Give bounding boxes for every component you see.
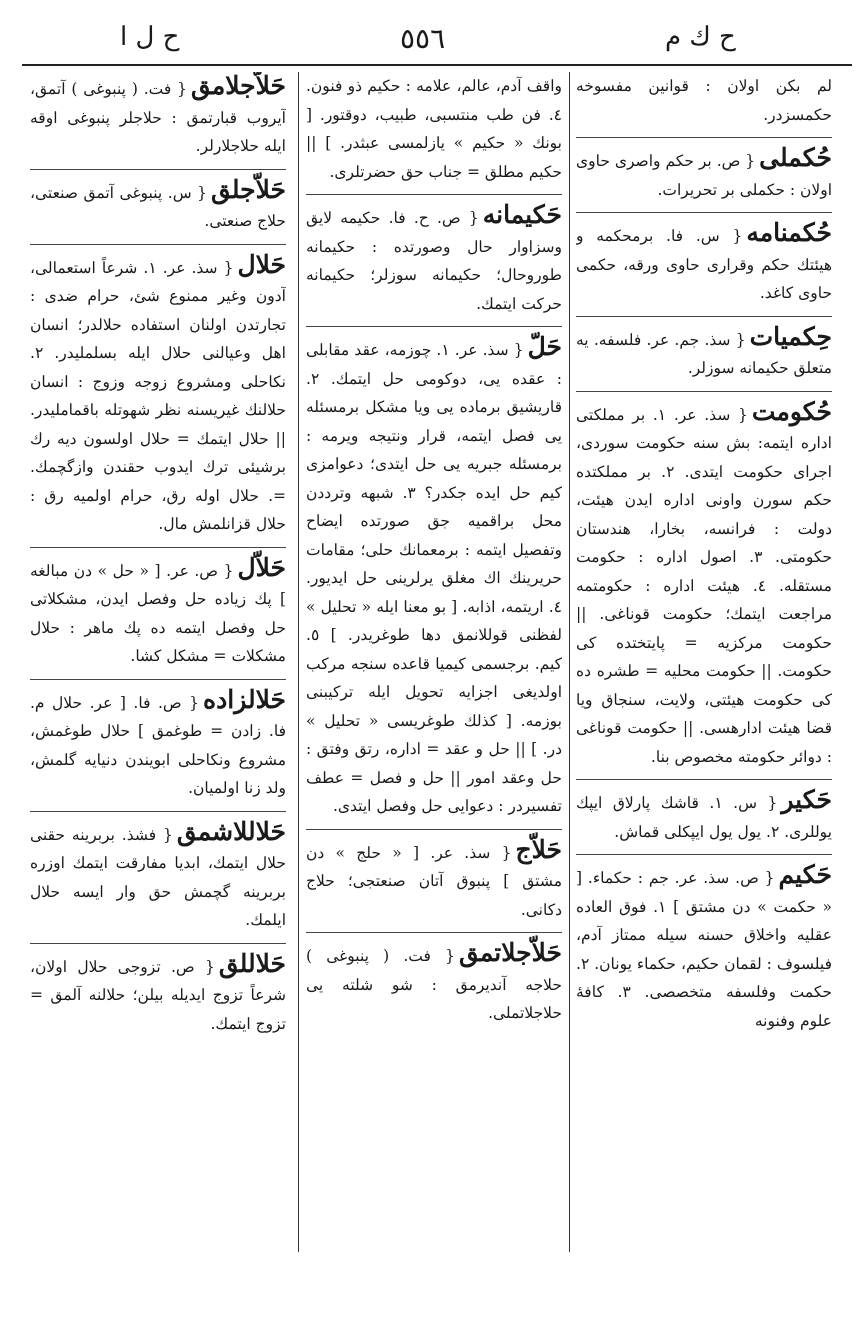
dictionary-entry [576,144,832,204]
entry-headword: حَكيمانه [482,200,562,229]
entry-definition: { فت. ( پنبوغى ) حلاجه آنديرمق : شو شلته يى حلاجلاتملى. [306,947,562,1022]
entry-definition: واقف آدم، عالم، علامه : حكيم ذو فنون. ٤. فن طب منتسبى، طبيب، دوقتور. [ بونك « حكيم » يازلمسى عبثدر. ] || حكيم مطلق = جناب حق حضرتلرى. [306,77,562,181]
entry-headword: حَلاّجلاتمق [458,938,562,967]
entry-separator [30,547,286,548]
entry-headword: حَكيم [778,860,832,889]
dictionary-entry [30,72,286,161]
entry-separator [576,212,832,213]
entry-headword: حُكمنامه [746,218,832,247]
entry-definition: { ص. سذ. عر. جم : حكماء. [ « حكمت » دن مشتق ] ١. فوق العاده عقليه واخلاق حسنه سيله ممتاز آدم، فيلسوف : لقمان حكيم، حكماء يونان. ٢. حكمت وفلسفه متخصصى. ٣. كافهٔ علوم وفنونه [576,869,832,1030]
entry-definition: { سذ. عر. ١. چوزمه، عقد مقابلى : عقده يى، دوكومى حل ايتمك. ٢. قاريشيق برماده يى ويا مشكل برمسئله يى فصل ايتمه، قرار ونتيجه ويرمه : برمسئله جبريه يى حل ايتدى؛ دعوامزى كيم حل ايده جكدر؟ ٣. شبهه وترددن محل براقميه جق صورتده ايضاح وتفصيل ايتمه : برمعمانك حلى؛ مقامات حريرينك اك مغلق يرلرينى حل ايديور. ٤. اريتمه، اذابه. [ بو معنا ايله « تحليل » لفظنى قوللانمق دها طوغريدر. ] ٥. كيم. برجسمى كيميا قاعده سنجه مركب اولديغى اجزايه تحويل ايله تركيبنى بوزمه. [ كذلك طوغريسى « تحليل » در. ] || حل و عقد = اداره، رتق وفتق : حل وعقد امور || حل و فصل = عطف تفسيردر : دعوايى حل وفصل ايتدى. [306,341,562,815]
entry-separator [30,679,286,680]
entry-separator [306,194,562,195]
dictionary-entry [576,861,832,1035]
entry-headword: حُكومت [751,396,832,426]
entry-separator [30,244,286,245]
header-right-catchword: ح ك م [665,22,736,52]
header-left-catchword: ح ل ا [120,22,180,52]
entry-separator [30,943,286,944]
entry-separator [576,779,832,780]
column-middle [306,72,562,1252]
entry-headword: حَلاّج [515,834,562,864]
entry-headword: حُكملى [759,143,832,172]
dictionary-entry [306,72,562,186]
entry-definition: { سذ. جم. عر. فلسفه. يه متعلق حكيمانه سوزلر. [576,330,832,377]
entry-definition: { ص. عر. [ « حل » دن مبالغه ] پك زياده حل وفصل ايدن، مشكلاتى حل وفصل ايتمه ده پك ماهر : حلال مشكلات = مشكل كشا. [30,561,286,665]
dictionary-entry [576,323,832,383]
entry-separator [576,137,832,138]
entry-definition: { ص. ح. فا. حكيمه لايق وسزاوار حال وصورتده : حكيمانه طوروحال؛ حكيمانه سوزلر؛ حكيمانه حركت ايتمك. [306,209,562,313]
entry-definition: { س. فا. برمحكمه و هيئتك حكم وقرارى حاوى ورقه، حكمى حاوى كاغد. [576,227,832,302]
dictionary-entry [30,176,286,236]
dictionary-entry [30,818,286,935]
column-right [576,72,832,1252]
page-header [0,22,864,62]
dictionary-entry [30,251,286,539]
entry-headword: حَلاّجلق [211,174,286,204]
entry-headword: حَكير [781,785,832,814]
dictionary-entry [306,939,562,1028]
entry-headword: حَلاّجلامق [191,72,286,100]
dictionary-entry [576,786,832,846]
entry-separator [576,391,832,392]
entry-separator [306,932,562,933]
entry-headword: حَلاّل [237,552,286,582]
entry-definition: { ص. بر حكم واصرى حاوى اولان : حكملى بر تحريرات. [576,152,832,199]
column-left [30,72,286,1252]
column-divider-right [569,72,570,1252]
entry-definition: { سذ. عر. ١. بر مملكتى اداره ايتمه: بش سنه حكومت سوردى، اجراى حكومت ايتدى. ٢. بر مملكتده حكم سورن واونى اداره ايدن هيئت، دولت : فرانسه، بخارا، هندستان حكومتى. ٣. اصول اداره : حكومت مستقله. ٤. هيئت اداره : حكومتمه مراجعت ايتمك؛ حكومت قوناغى. || حكومت مركزيه = پايتختده كى حكومت. || حكومت محليه = طشره ده كى حكومت هيئتى، ولايت، سنجاق ويا قضا هيئت ادارهسى. || حكومت قوناغى : دوائر حكومته مخصوص بنا. [576,405,832,766]
dictionary-entry [576,72,832,129]
entry-definition: { س. پنبوغى آتمق صنعتى، حلاج صنعتى. [30,183,286,230]
entry-definition: { ص. تزوجى حلال اولان، شرعاً تزوج ايديله بيلن؛ حلالنه آلمق = تزوج ايتمك. [30,957,286,1033]
dictionary-entry [30,950,286,1039]
entry-separator [576,316,832,317]
entry-definition: { س. ١. قاشك پارلاق ايپك يوللرى. ٢. يول يول ايپكلى قماش. [576,794,832,841]
entry-definition: { ص. فا. [ عر. حلال م. فا. زادن = طوغمق ] حلال طوغمش، مشروع ونكاحلى ابويندن دنيايه گلمش، ولد زنا اولميان. [30,693,286,797]
header-rule [22,64,852,66]
page-number: ٥٥٦ [400,22,446,55]
entry-separator [306,829,562,830]
dictionary-entry [306,333,562,821]
dictionary-entry [306,201,562,318]
entry-definition: { فشذ. بربرينه حقنى حلال ايتمك، ابديا مفارقت ايتمك اوزره بربرينه گچمش حق وار ايسه حلال ايلمك. [30,825,286,929]
entry-separator [306,326,562,327]
entry-headword: حَلّ [527,332,562,361]
entry-definition: { فت. ( پنبوغى ) آتمق، آيروب قبارتمق : حلاجلر پنبوغى اوقه ايله حلاجلارلر. [30,80,286,155]
entry-definition: { سذ. عر. [ « حلج » دن مشتق ] پنبوق آتان صنعتجى؛ حلاج دكانى. [306,843,562,919]
dictionary-entry [30,686,286,803]
entry-separator [30,811,286,812]
entry-headword: حَلالزاده [203,684,286,714]
entry-separator [30,169,286,170]
entry-headword: حَلاللاشمق [176,816,286,846]
entry-headword: حَلال [237,249,286,279]
entry-headword: حِكميات [749,321,832,351]
entry-definition: { سذ. عر. ١. شرعاً استعمالى، آدون وغير ممنوع شئ، حرام ضدى : تجارتدن اولنان استفاده حلالدر؛ انسان اهل وعيالنى حلال ايله بسلمليدر. ٢. نكاحلى ومشروع زوجه وزوج : انسان حلالنك غيريسنه نظر شهوتله باقماملیدر. || حلال ايتمك = حلال اولسون ديه رك برشيئى ترك ايدوب حقندن وازگچمك. =. حلال اوله رق، حرام اولميه رق : حلال قزانلمش مال. [30,258,286,533]
dictionary-entry [576,219,832,308]
entry-separator [576,854,832,855]
dictionary-entry [30,554,286,671]
column-divider-left [298,72,299,1252]
entry-headword: حَلاللق [218,948,286,978]
entry-definition: لم بكن اولان : قوانين مفسوخه حكمسزدر. [576,77,832,124]
dictionary-entry [306,836,562,925]
dictionary-entry [576,398,832,772]
